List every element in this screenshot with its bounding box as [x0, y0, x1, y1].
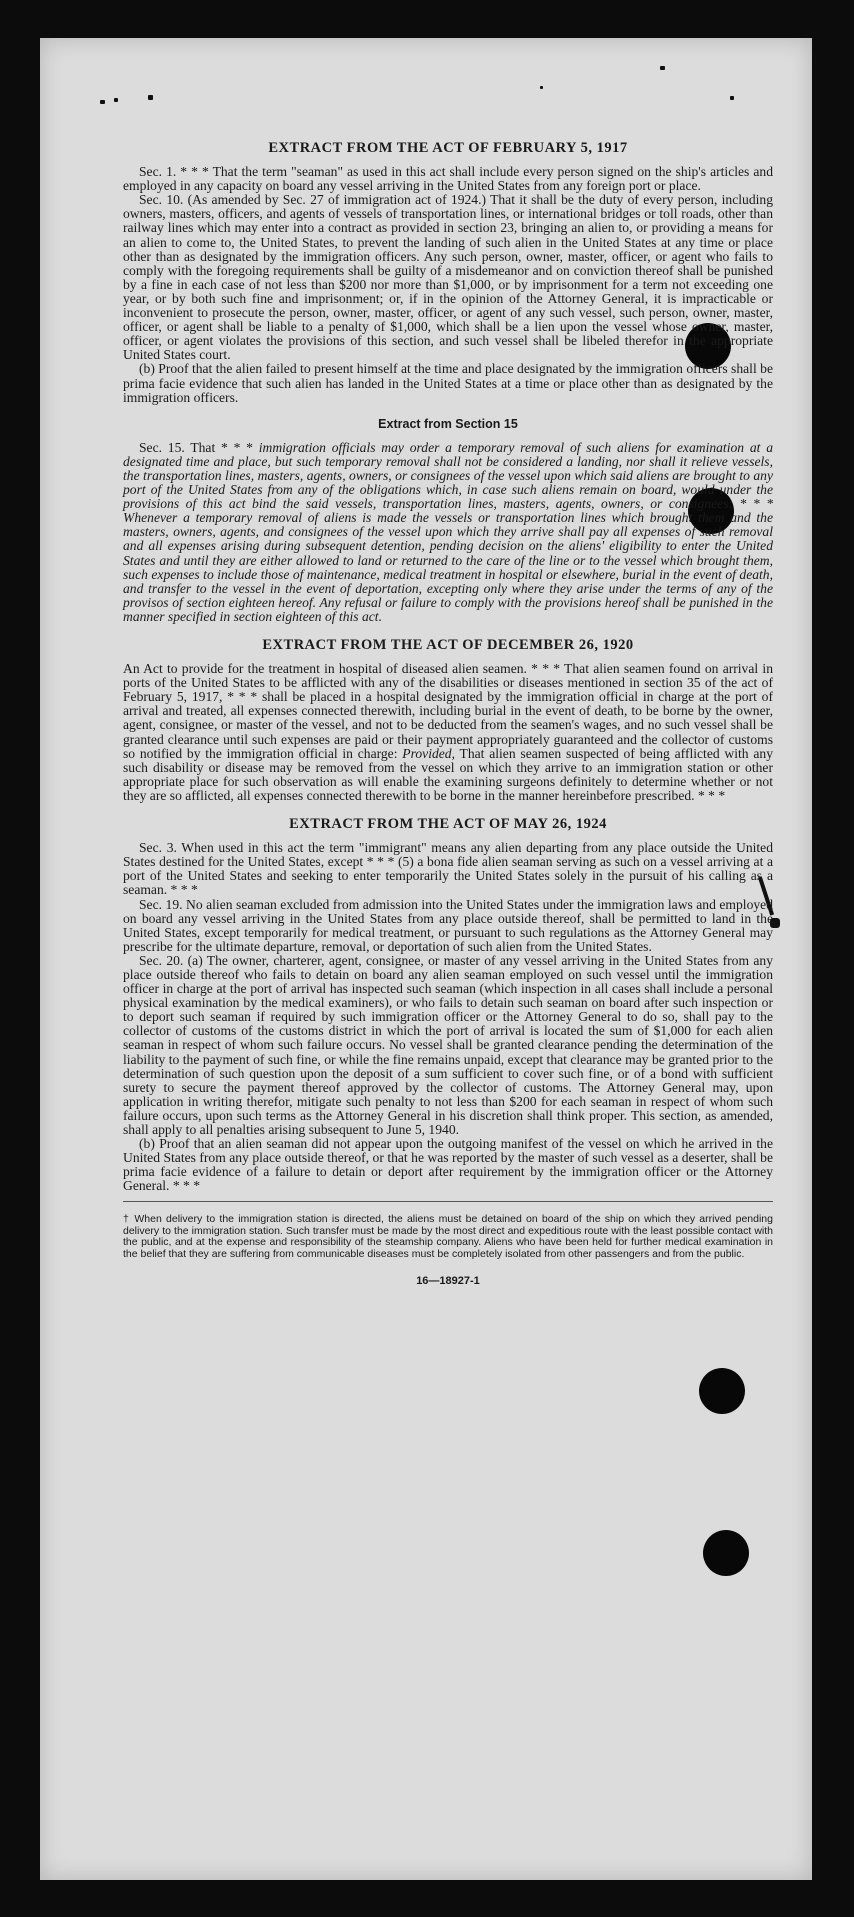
footnote-divider: [123, 1201, 773, 1202]
ink-speck: [114, 98, 118, 102]
paragraph-act-1920: [123, 662, 773, 803]
paragraph-sec-3: Sec. 3. When used in this act the term "immigrant" means any alien departing from any place outside the United States destined for the United States, except * * * (5) a bona fide alien seaman serving as such on a vessel arriving at a port of the United States and seeking to enter temporarily the United States solely in the pursuit of his calling as a seaman. * * *: [123, 840, 773, 898]
ink-speck: [660, 66, 665, 70]
ink-speck: [148, 95, 153, 100]
sec-15-italic-text: immigration officials may order a temporary removal of such aliens for examination at a designated time and place, but such temporary removal shall not be considered a landing, nor shall it relieve vessels, the transportation lines, masters, agents, owners, or consignees of the vessel upon which said aliens are brought to any port of the United States from any of the obligations which, in case such aliens remain on board, would under the provisions of this act bind the said vessels, transportation lines, masters, agents, owners, or consignees: * * * Whenever a temporary removal of aliens is made the vessels or transportation lines which brought them and the masters, owners, agents, and consignees of the vessel upon which they arrive shall pay all expenses of such removal and all expenses arising during subsequent detention, pending decision on the aliens' eligibility to enter the United States and until they are either allowed to land or returned to the care of the line or to the vessel which brought them, such expenses to include those of maintenance, medical treatment in hospital or elsewhere, burial in the event of death, and transfer to the vessel in the event of deportation, excepting only where they arise under the terms of any of the provisos of section eighteen hereof. Any refusal or failure to comply with the provisions hereof shall be punished in the manner specified in section eighteen of this act.: [123, 439, 773, 624]
paragraph-sec-19: Sec. 19. No alien seaman excluded from admission into the United States under the immigration laws and employed on board any vessel arriving in the United States from any place outside thereof, shall be permitted to land in the United States, except temporarily for medical treatment, or pursuant to such regulations as the Attorney General may prescribe for the ultimate departure, removal, or deportation of such alien from the United States.: [123, 896, 773, 954]
ink-speck: [540, 86, 543, 89]
heading-act-1924: EXTRACT FROM THE ACT OF MAY 26, 1924: [289, 816, 607, 833]
document-page: [40, 38, 812, 1880]
ink-speck: [100, 100, 105, 104]
punch-hole: [699, 1368, 745, 1414]
act-1920-lead: An Act to provide for the treatment in hospital of diseased alien seamen. * * * That alien seamen found on arrival in ports of the United States to be afflicted with any of the disabilities or diseases mentioned in section 35 of the act of February 5, 1917, * * * shall be placed in a hospital designated by the immigration official in charge at the port of arrival and treated, all expenses connected therewith, including burial in the event of death, to be borne by the owner, agent, consignee, or master of the vessel, and not to be deducted from the seamen's wages, and no such vessel shall be granted clearance until such expenses are paid or their payment appropriately guaranteed and the collector of customs so notified by the immigration official in charge:: [123, 661, 773, 761]
paragraph-sec-20b: (b) Proof that an alien seaman did not appear upon the outgoing manifest of the vessel on which he arrived in the United States from any place outside thereof, or that he was reported by the master of such vessel as a deserter, shall be prima facie evidence of a failure to detain or deport after requirement by the immigration officer or the Attorney General. * * *: [123, 1136, 773, 1194]
footnote-text: † When delivery to the immigration station is directed, the aliens must be detained on board of the ship on which they arrived pending delivery to the immigration station. Such transfer must be made by the most direct and expeditious route with the least possible contact with the public, and at the expense and responsibility of the steamship company. Aliens who have been held for further medical examination in the belief that they are suffering from communicable diseases must be completely isolated from other passengers and from the public.: [123, 1213, 773, 1260]
ink-speck: [730, 96, 734, 100]
subheading-section-15: Extract from Section 15: [378, 416, 518, 431]
heading-act-1920: EXTRACT FROM THE ACT OF DECEMBER 26, 1920: [262, 637, 634, 653]
act-1920-rest: That alien seamen suspected of being afflicted with any such disability or disease may be removed from the vessel on which they arrive to an immigration station or other appropriate place for such observation as will enable the examining surgeons definitely to determine whether or not they are so afflicted, all expenses connected therewith to be borne in the manner hereinbefore prescribed. * * *: [123, 745, 773, 803]
paragraph-sec-10: Sec. 10. (As amended by Sec. 27 of immigration act of 1924.) That it shall be the duty of every person, including owners, masters, officers, and agents of vessels of transportation lines, or international bridges or toll roads, other than railway lines which may enter into a contract as provided in section 23, bringing an alien to, or providing a means for an alien to come to, the United States, to prevent the landing of such alien in the United States at any time or place other than as designated by the immigration officers. Any such person, owner, master, officer, or agent who fails to comply with the foregoing requirements shall be guilty of a misdemeanor and on conviction thereof shall be punished by a fine in each case of not less than $200 nor more than $1,000, or by imprisonment for a term not exceeding one year, or by both such fine and imprisonment; or, if in the opinion of the Attorney General, it is impracticable or inconvenient to prosecute the person, owner, master, officer, or agent of any such vessel, such person, owner, master, officer, or agent shall be liable to a penalty of $1,000, which shall be a lien upon the vessel whose owner, master, officer, or agent violates the provisions of this section, and such vessel shall be libeled therefor in the appropriate United States court.: [123, 192, 773, 363]
paragraph-sec-10b: (b) Proof that the alien failed to present himself at the time and place designated by the immigration officers shall be prima facie evidence that such alien has landed in the United States at a time or place other than as designated by the immigration officers.: [123, 361, 773, 405]
page-number: 16—18927-1: [416, 1275, 480, 1288]
heading-act-1917: EXTRACT FROM THE ACT OF FEBRUARY 5, 1917: [268, 140, 628, 156]
sec-15-lead: Sec. 15. That * * *: [139, 439, 259, 455]
act-1920-provided: Provided,: [402, 745, 456, 761]
paragraph-sec-20: Sec. 20. (a) The owner, charterer, agent, consignee, or master of any vessel arriving in the United States from any place outside thereof who fails to detain on board any alien seaman employed on such vessel until the immigration officer in charge at the port of arrival has inspected such seaman (which inspection in all cases shall include a personal physical examination by the medical examiners), or who fails to detain such seaman on board after such inspection or to deport such seaman if required by such immigration officer or the Attorney General to do so, shall pay to the collector of customs of the customs district in which the port of arrival is located the sum of $1,000 for each alien seaman in respect of whom such failure occurs. No vessel shall be granted clearance pending the determination of the liability to the payment of such fine, or while the fine remains unpaid, except that clearance may be granted prior to the determination of such question upon the deposit of a sum sufficient to cover such fine, or of a bond with sufficient surety to secure the payment thereof approved by the collector of customs. The Attorney General may, upon application in writing therefor, mitigate such penalty to not less than $200 for each seaman in respect of whom such failure occurs, upon such terms as the Attorney General in his discretion shall think proper. This section, as amended, shall apply to all penalties arising subsequent to June 5, 1940.: [123, 952, 773, 1137]
paragraph-sec-15: [123, 441, 773, 624]
paragraph-sec-1: Sec. 1. * * * That the term "seaman" as used in this act shall include every person signed on the ship's articles and employed in any capacity on board any vessel arriving in the United States from any foreign port or place.: [123, 164, 773, 194]
document-text: [123, 137, 773, 1289]
punch-hole: [703, 1530, 749, 1576]
footnote: [123, 1214, 773, 1260]
